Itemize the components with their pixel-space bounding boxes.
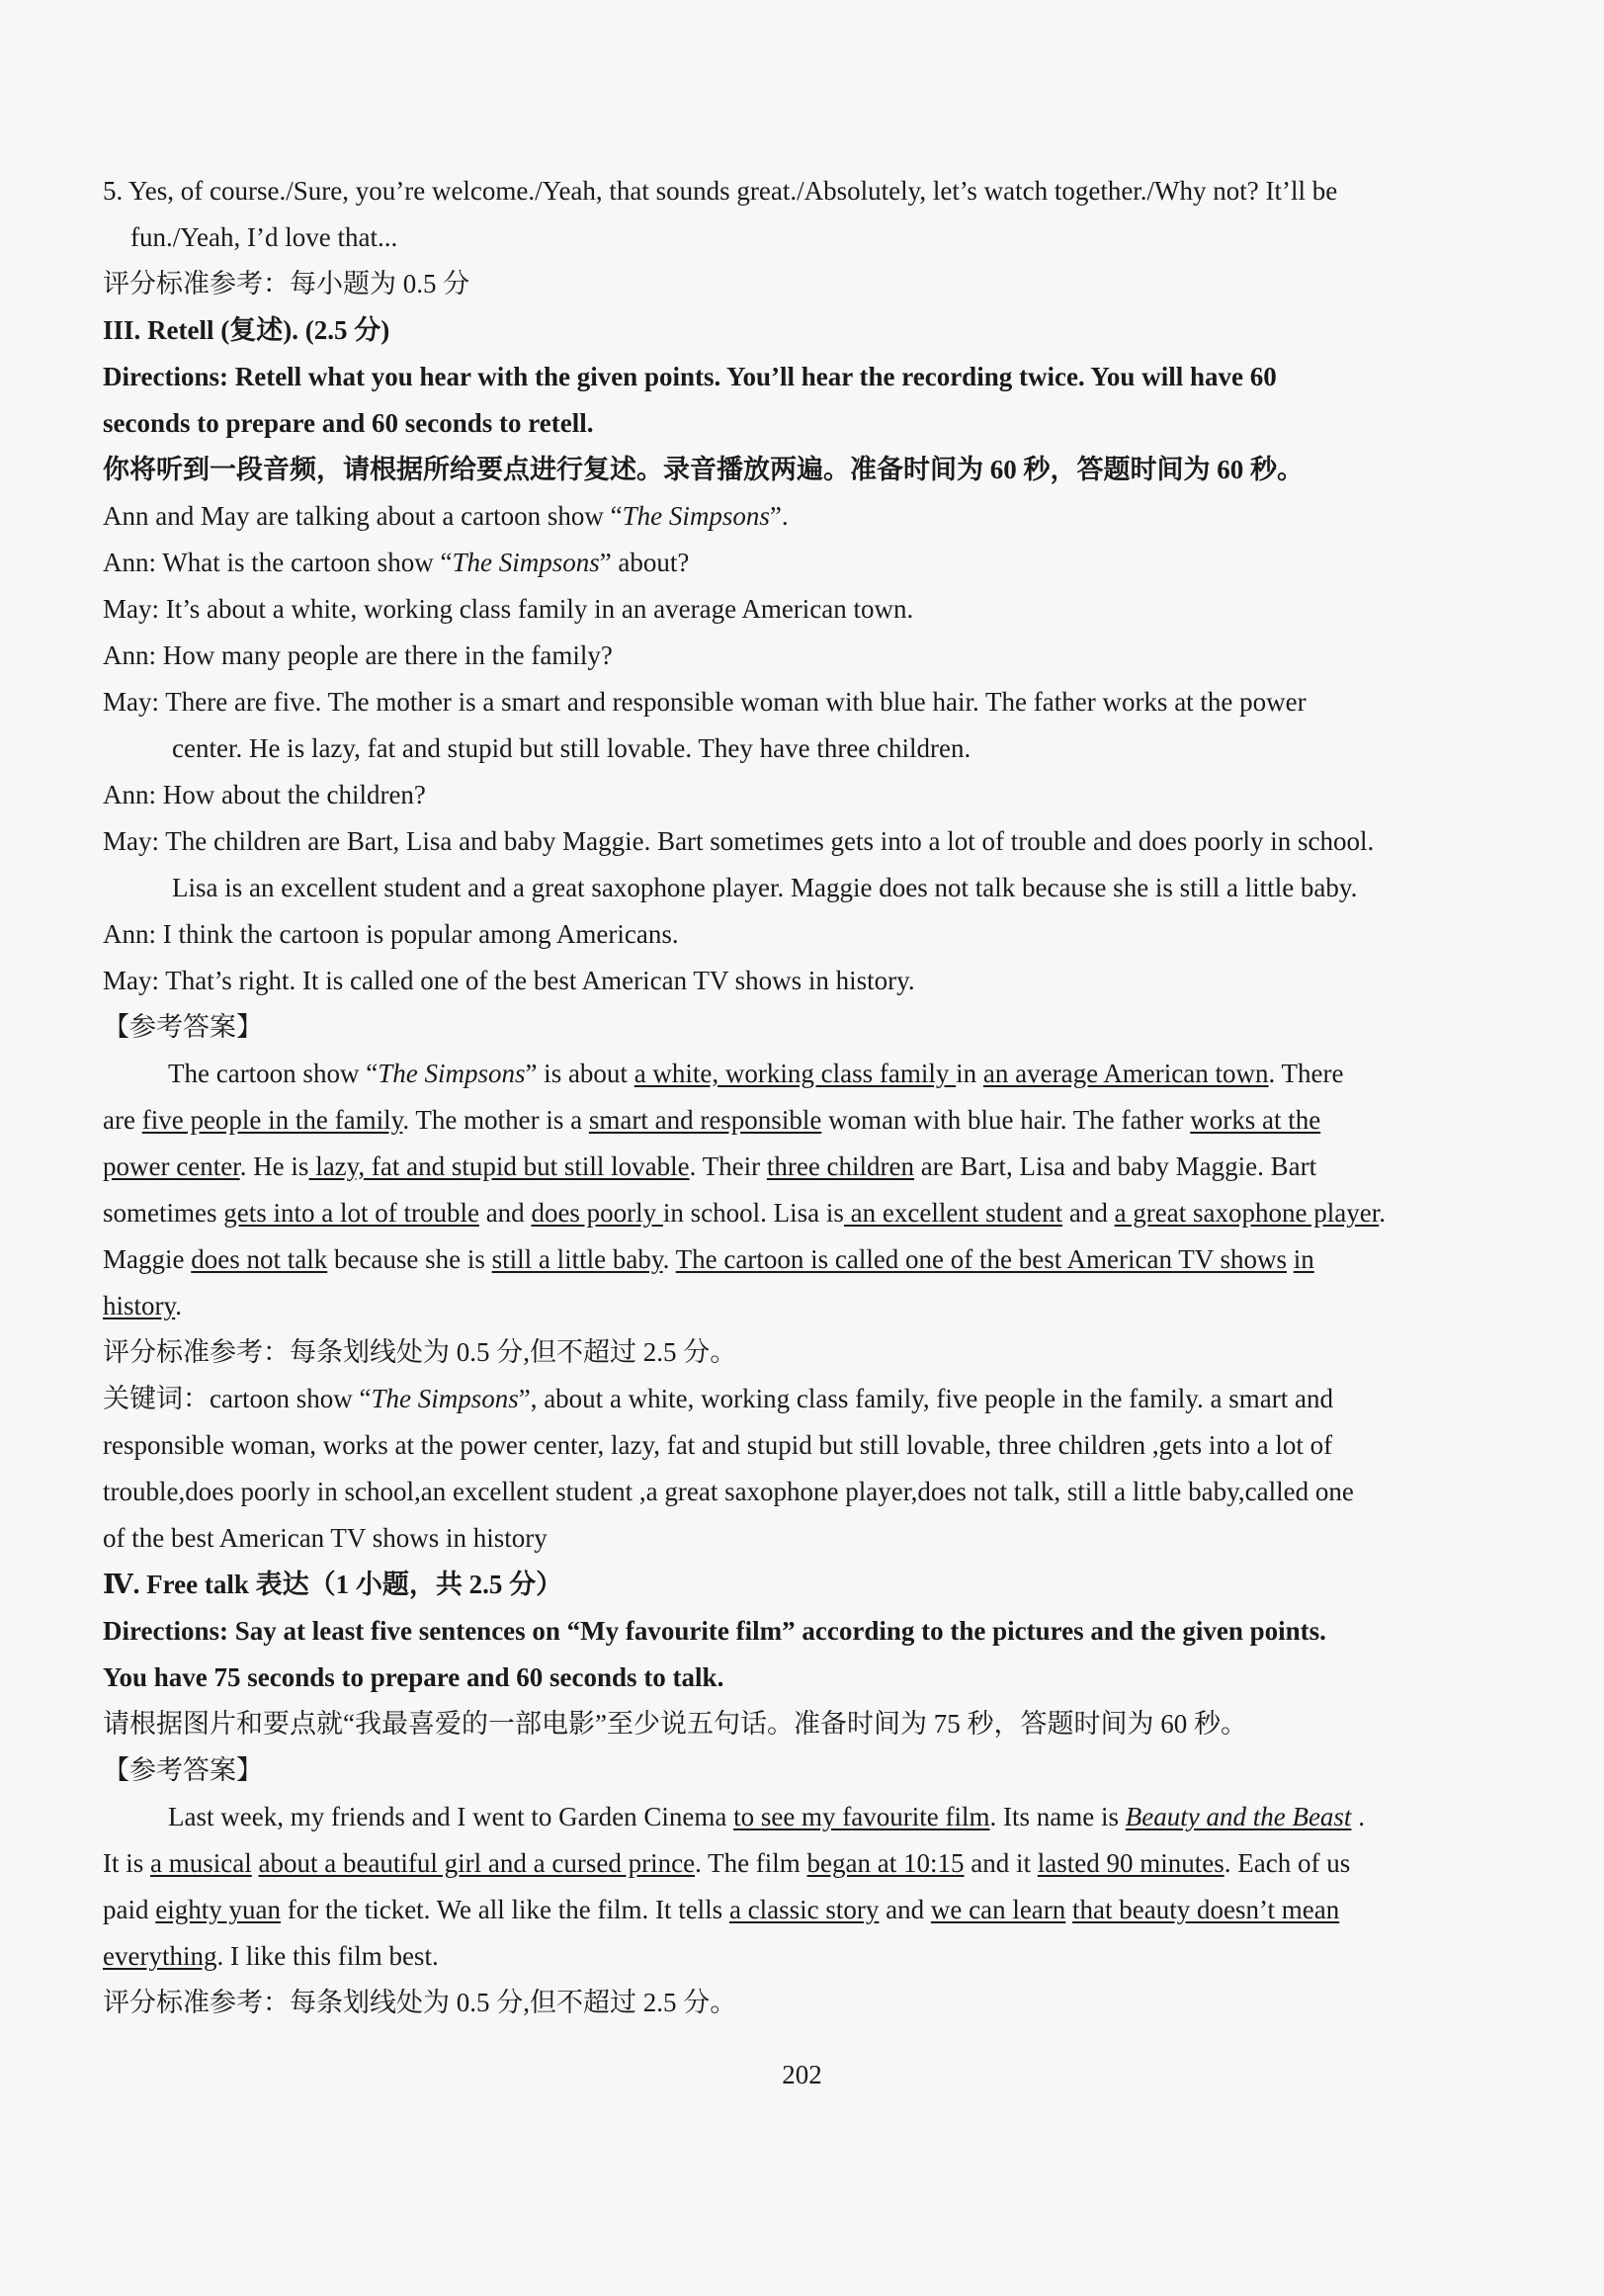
dialogue-may-4: May: That’s right. It is called one of the best American TV shows in history. xyxy=(103,966,915,995)
retell-directions-line1: Directions: Retell what you hear with the given points. You’ll hear the recording twice. You will have 60 xyxy=(103,362,1277,391)
dialogue-ann-4: Ann: I think the cartoon is popular among Americans. xyxy=(103,919,679,949)
dialogue-ann-3: Ann: How about the children? xyxy=(103,780,426,809)
retell-heading: III. Retell (复述). (2.5 分) xyxy=(103,315,390,345)
freetalk-directions-line2: You have 75 seconds to prepare and 60 seconds to talk. xyxy=(103,1662,724,1692)
retell-answer-line4: sometimes gets into a lot of trouble and does poorly in school. Lisa is an excellent student and a great saxophone player. xyxy=(103,1198,1386,1228)
dialogue-may-3-line2: Lisa is an excellent student and a great saxophone player. Maggie does not talk because she is still a little baby. xyxy=(172,873,1358,902)
retell-answer-label: 【参考答案】 xyxy=(103,1012,263,1042)
freetalk-answer-line3: paid eighty yuan for the ticket. We all like the film. It tells a classic story and we can learn that beauty doesn’t mean xyxy=(103,1895,1340,1924)
q5-answer-line2: fun./Yeah, I’d love that... xyxy=(130,222,398,252)
retell-scoring: 评分标准参考：每条划线处为 0.5 分,但不超过 2.5 分。 xyxy=(103,1337,737,1367)
retell-answer-line5: Maggie does not talk because she is still a little baby. The cartoon is called one of the best American TV shows in xyxy=(103,1244,1314,1274)
dialogue-may-1: May: It’s about a white, working class family in an average American town. xyxy=(103,594,914,624)
freetalk-answer-line1: Last week, my friends and I went to Garden Cinema to see my favourite film. Its name is Beauty and the Beast . xyxy=(168,1802,1365,1831)
q5-scoring: 评分标准参考：每小题为 0.5 分 xyxy=(103,269,470,298)
retell-directions-cn: 你将听到一段音频，请根据所给要点进行复述。录音播放两遍。准备时间为 60 秒，答题时间为 60 秒。 xyxy=(103,455,1304,484)
page-content xyxy=(103,168,1486,2026)
freetalk-scoring: 评分标准参考：每条划线处为 0.5 分,但不超过 2.5 分。 xyxy=(103,1988,737,2017)
retell-keywords-line3: trouble,does poorly in school,an excellent student ,a great saxophone player,does not talk, still a little baby,called one xyxy=(103,1477,1354,1506)
retell-directions-line2: seconds to prepare and 60 seconds to retell. xyxy=(103,408,594,438)
freetalk-answer-label: 【参考答案】 xyxy=(103,1755,263,1785)
retell-keywords-line2: responsible woman, works at the power center, lazy, fat and stupid but still lovable, three children ,gets into a lot of xyxy=(103,1430,1333,1460)
q5-answer-line1: 5. Yes, of course./Sure, you’re welcome./Yeah, that sounds great./Absolutely, let’s watch together./Why not? It’ll be xyxy=(103,176,1338,206)
retell-intro: Ann and May are talking about a cartoon show “The Simpsons”. xyxy=(103,501,789,531)
freetalk-directions-line1: Directions: Say at least five sentences on “My favourite film” according to the pictures and the given points. xyxy=(103,1616,1326,1646)
dialogue-ann-2: Ann: How many people are there in the family? xyxy=(103,640,613,670)
retell-keywords-line1: 关键词：cartoon show “The Simpsons”, about a white, working class family, five people in the family. a smart and xyxy=(103,1384,1333,1413)
dialogue-may-3-line1: May: The children are Bart, Lisa and baby Maggie. Bart sometimes gets into a lot of trouble and does poorly in school. xyxy=(103,826,1375,856)
dialogue-may-2-line1: May: There are five. The mother is a smart and responsible woman with blue hair. The father works at the power xyxy=(103,687,1307,717)
freetalk-heading: Ⅳ. Free talk 表达（1 小题，共 2.5 分） xyxy=(103,1570,563,1599)
retell-answer-line2: are five people in the family. The mother is a smart and responsible woman with blue hair. The father works at the xyxy=(103,1105,1321,1135)
dialogue-may-2-line2: center. He is lazy, fat and stupid but still lovable. They have three children. xyxy=(172,733,971,763)
retell-answer-line3: power center. He is lazy, fat and stupid but still lovable. Their three children are Bart, Lisa and baby Maggie. Bart xyxy=(103,1151,1317,1181)
dialogue-ann-1: Ann: What is the cartoon show “The Simpsons” about? xyxy=(103,548,690,577)
page-number: 202 xyxy=(782,2060,822,2089)
retell-keywords-line4: of the best American TV shows in history xyxy=(103,1523,548,1553)
freetalk-directions-cn: 请根据图片和要点就“我最喜爱的一部电影”至少说五句话。准备时间为 75 秒，答题时间为 60 秒。 xyxy=(103,1709,1247,1739)
retell-answer-line6: history. xyxy=(103,1291,182,1320)
retell-answer-line1: The cartoon show “The Simpsons” is about a white, working class family in an average American town. There xyxy=(168,1059,1344,1088)
freetalk-answer-line2: It is a musical about a beautiful girl and a cursed prince. The film began at 10:15 and it lasted 90 minutes. Each of us xyxy=(103,1848,1351,1878)
freetalk-answer-line4: everything. I like this film best. xyxy=(103,1941,439,1971)
